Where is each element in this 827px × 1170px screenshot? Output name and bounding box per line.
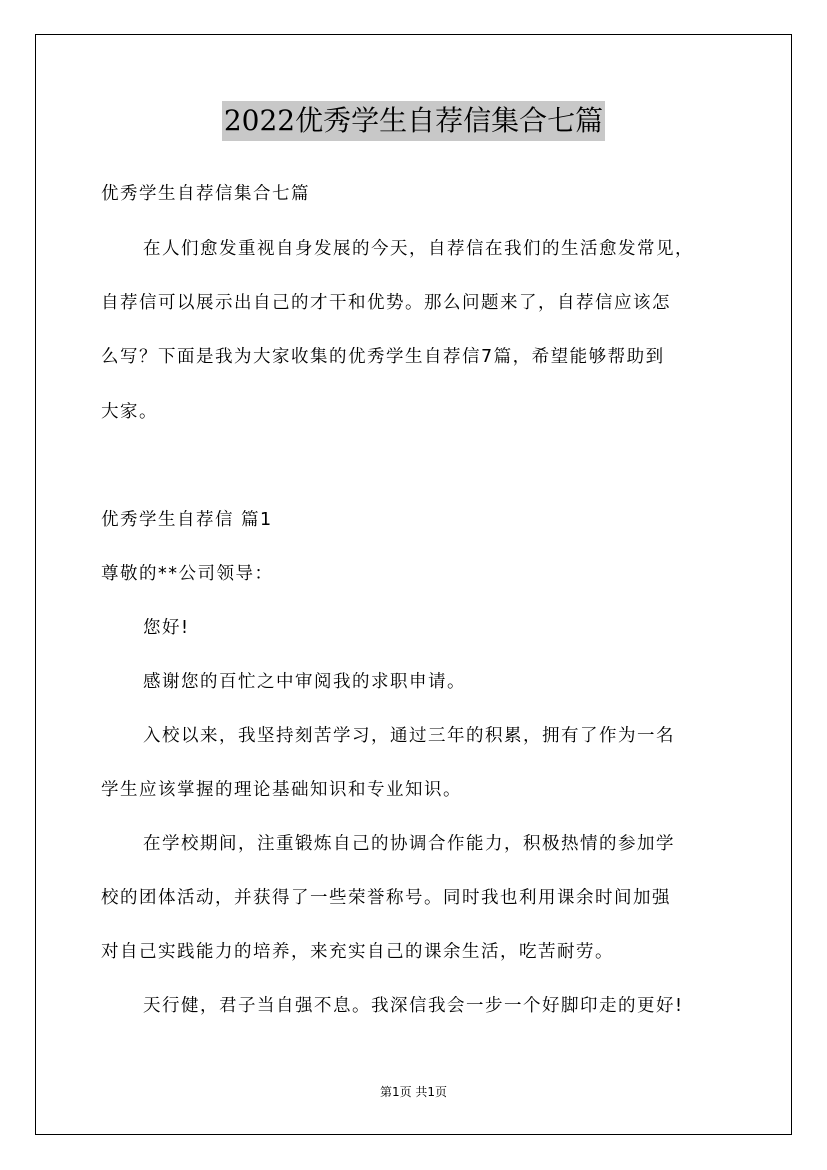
title-container (0, 101, 827, 141)
paragraph-2-line-2: 学生应该掌握的理论基础知识和专业知识。 (101, 780, 462, 800)
intro-line-3: 么写？下面是我为大家收集的优秀学生自荐信7篇，希望能够帮助到 (101, 347, 665, 367)
section-heading: 优秀学生自荐信 篇1 (101, 510, 273, 530)
intro-line-1: 在人们愈发重视自身发展的今天，自荐信在我们的生活愈发常见， (143, 239, 694, 259)
paragraph-2-line-1: 入校以来，我坚持刻苦学习，通过三年的积累，拥有了作为一名 (143, 726, 675, 746)
intro-line-2: 自荐信可以展示出自己的才干和优势。那么问题来了，自荐信应该怎 (101, 293, 671, 313)
page-footer: 第1页 共1页 (379, 1085, 448, 1099)
paragraph-3-line-3: 对自己实践能力的培养，来充实自己的课余生活，吃苦耐劳。 (101, 942, 614, 962)
paragraph-3-line-2: 校的团体活动，并获得了一些荣誉称号。同时我也利用课余时间加强 (101, 888, 671, 908)
paragraph-1: 感谢您的百忙之中审阅我的求职申请。 (143, 672, 466, 692)
paragraph-4: 天行健，君子当自强不息。我深信我会一步一个好脚印走的更好! (143, 996, 684, 1016)
paragraph-3-line-1: 在学校期间，注重锻炼自己的协调合作能力，积极热情的参加学 (143, 834, 675, 854)
document-subtitle: 优秀学生自荐信集合七篇 (101, 184, 310, 204)
intro-line-4: 大家。 (101, 402, 158, 422)
document-title: 2022优秀学生自荐信集合七篇 (222, 101, 605, 141)
greeting: 您好! (143, 618, 190, 638)
salutation: 尊敬的**公司领导： (101, 564, 274, 584)
